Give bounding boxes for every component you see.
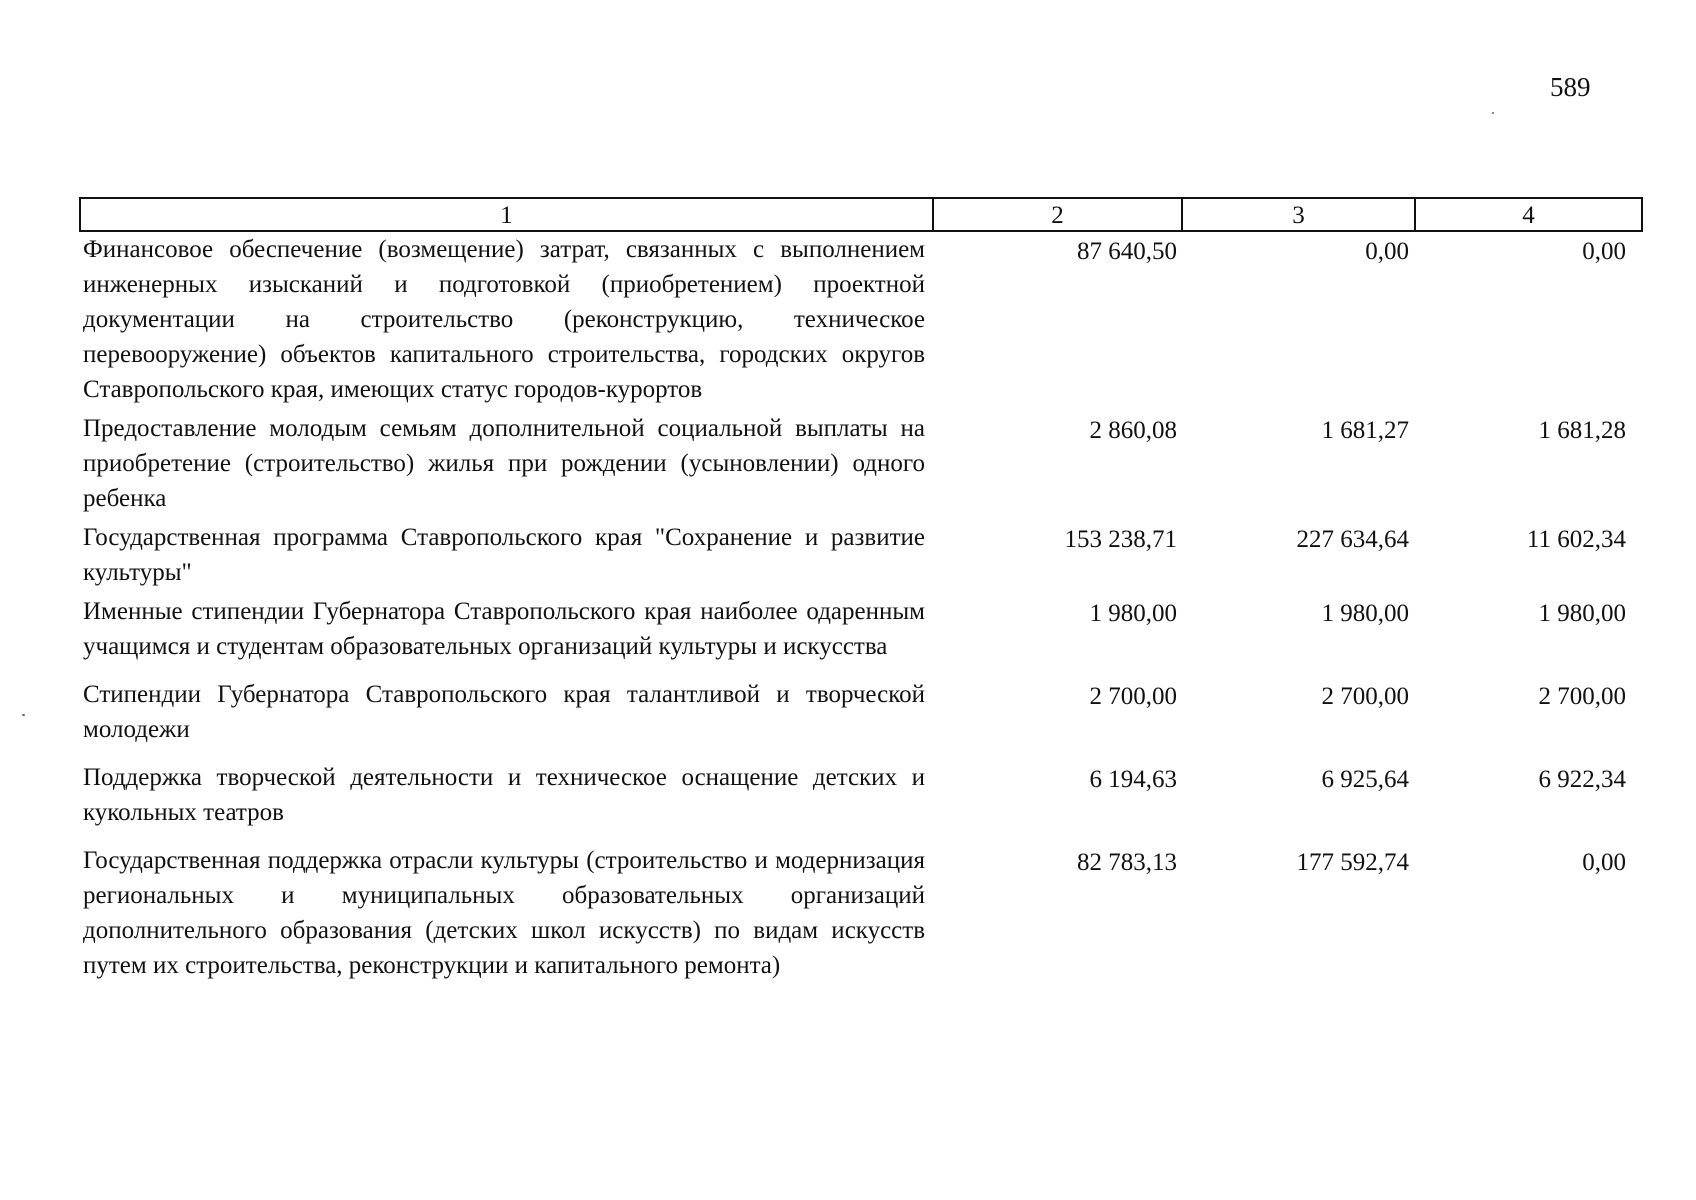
row-value-col-2: 87 640,50 (1077, 238, 1177, 265)
header-col-4: 4 (1415, 198, 1642, 231)
row-value-col-2: 82 783,13 (1077, 849, 1177, 876)
table-row (80, 760, 1642, 843)
table-row (80, 231, 1642, 411)
table-row (80, 594, 1642, 677)
table-row (80, 843, 1642, 983)
row-description: Государственная программа Ставропольского края "Сохранение и развитие культуры" (83, 524, 925, 586)
row-value-col-4: 1 980,00 (1538, 600, 1626, 627)
row-value-col-3: 177 592,74 (1296, 849, 1409, 876)
row-value-col-3: 0,00 (1365, 238, 1409, 265)
row-value-col-2: 6 194,63 (1089, 766, 1177, 793)
scan-speck (22, 714, 25, 716)
row-value-col-2: 2 700,00 (1089, 683, 1177, 710)
budget-table (79, 197, 1643, 983)
row-value-col-4: 2 700,00 (1538, 683, 1626, 710)
table-row (80, 411, 1642, 520)
row-value-col-4: 0,00 (1582, 849, 1626, 876)
row-description: Предоставление молодым семьям дополнительной социальной выплаты на приобретение (строительство) жилья при рождении (усыновлении) одного ребенка (83, 415, 925, 512)
row-value-col-3: 1 980,00 (1321, 600, 1409, 627)
table-row (80, 520, 1642, 594)
row-value-col-2: 153 238,71 (1064, 526, 1177, 553)
header-col-2: 2 (933, 198, 1182, 231)
row-value-col-2: 2 860,08 (1089, 417, 1177, 444)
row-description: Стипендии Губернатора Ставропольского края талантливой и творческой молодежи (83, 681, 925, 743)
row-value-col-4: 1 681,28 (1538, 417, 1626, 444)
header-col-3: 3 (1182, 198, 1415, 231)
row-value-col-3: 1 681,27 (1321, 417, 1409, 444)
row-value-col-3: 6 925,64 (1321, 766, 1409, 793)
row-value-col-3: 2 700,00 (1321, 683, 1409, 710)
row-description: Финансовое обеспечение (возмещение) затрат, связанных с выполнением инженерных изысканий и подготовкой (приобретением) проектной документации на строительство (реконструкцию, техническое перевооружение) объектов капитального строительства, городских округов Ставропольского края, имеющих статус городов-курортов (83, 236, 925, 403)
header-col-1: 1 (80, 198, 933, 231)
row-value-col-4: 0,00 (1582, 238, 1626, 265)
row-description: Именные стипендии Губернатора Ставропольского края наиболее одаренным учащимся и студентам образовательных организаций культуры и искусства (83, 598, 925, 660)
row-description: Поддержка творческой деятельности и техническое оснащение детских и кукольных театров (83, 764, 925, 826)
row-value-col-2: 1 980,00 (1089, 600, 1177, 627)
row-value-col-4: 6 922,34 (1538, 766, 1626, 793)
page-number: 589 (1550, 72, 1591, 102)
row-value-col-3: 227 634,64 (1296, 526, 1409, 553)
row-description: Государственная поддержка отрасли культуры (строительство и модернизация региональных и муниципальных образовательных организаций дополнительного образования (детских школ искусств) по видам искусств путем их строительства, реконструкции и капитального ремонта) (83, 847, 925, 979)
table-header-row (80, 198, 1642, 231)
scan-speck (1492, 112, 1494, 114)
row-value-col-4: 11 602,34 (1526, 526, 1626, 553)
table-row (80, 677, 1642, 760)
